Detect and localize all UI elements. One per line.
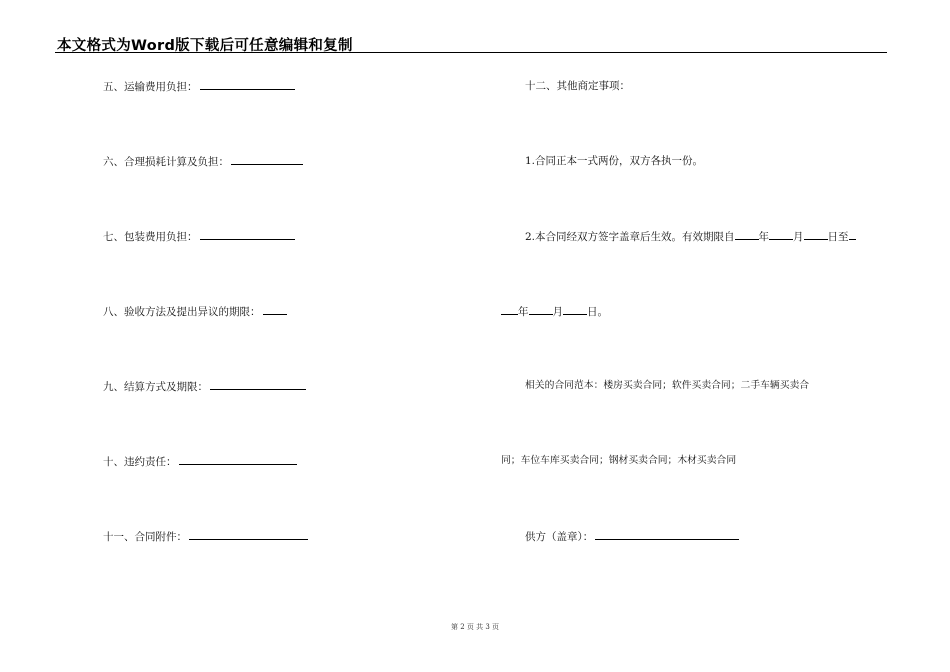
clause-transport-cost <box>103 79 295 94</box>
fill-blank[interactable] <box>179 454 297 465</box>
clause-validity <box>525 229 856 244</box>
end-year-blank[interactable] <box>501 304 518 315</box>
fill-blank[interactable] <box>210 379 306 390</box>
supplier-label: 供方（盖章）： <box>525 531 594 543</box>
header-divider <box>55 52 887 53</box>
related-templates-line2: 同；车位车库买卖合同；钢材买卖合同；木材买卖合同 <box>501 455 737 466</box>
fill-blank[interactable] <box>189 529 308 540</box>
clause-label: 六、合理损耗计算及负担： <box>103 156 229 168</box>
supplier-seal <box>525 529 739 544</box>
clause-label: 七、包装费用负担： <box>103 231 198 243</box>
fill-blank[interactable] <box>263 304 287 315</box>
day-label: 日。 <box>587 306 608 318</box>
clause-label: 五、运输费用负担： <box>103 81 198 93</box>
clause-label: 十、违约责任： <box>103 456 177 468</box>
clause-breach-liability <box>103 454 297 469</box>
month-label: 月 <box>793 231 804 243</box>
year-label: 年 <box>758 231 770 243</box>
clause-copies: 1.合同正本一式两份，双方各执一份。 <box>525 155 704 167</box>
related-templates-line1: 相关的合同范本：楼房买卖合同；软件买卖合同；二手车辆买卖合 <box>525 380 810 391</box>
clause-label: 九、结算方式及期限： <box>103 381 208 393</box>
clause-label: 十一、合同附件： <box>103 531 187 543</box>
year-label: 年 <box>518 306 529 318</box>
fill-blank[interactable] <box>200 79 295 90</box>
end-day-blank[interactable] <box>563 304 587 315</box>
day-to-label: 日至 <box>827 231 849 243</box>
validity-text: 2.本合同经双方签字盖章后生效。有效期限自 <box>525 231 735 243</box>
clause-contract-attachments <box>103 529 308 544</box>
clause-packaging-cost <box>103 229 295 244</box>
start-year-blank[interactable] <box>735 229 759 240</box>
clause-label: 八、验收方法及提出异议的期限： <box>103 306 261 318</box>
fill-blank[interactable] <box>200 229 295 240</box>
fill-blank[interactable] <box>231 154 303 165</box>
clause-validity-continued <box>501 304 608 319</box>
clause-settlement-method <box>103 379 306 394</box>
start-day-blank[interactable] <box>804 229 828 240</box>
start-month-blank[interactable] <box>769 229 793 240</box>
end-year-blank-start[interactable] <box>849 229 856 240</box>
supplier-seal-blank[interactable] <box>595 529 739 540</box>
page-number: 第 2 页 共 3 页 <box>450 623 500 631</box>
document-header-title: 本文格式为Word版下载后可任意编辑和复制 <box>57 38 353 54</box>
clause-loss-calculation <box>103 154 303 169</box>
clause-other-matters: 十二、其他商定事项： <box>525 80 630 92</box>
clause-inspection-method <box>103 304 287 319</box>
end-month-blank[interactable] <box>529 304 553 315</box>
month-label: 月 <box>552 306 563 318</box>
